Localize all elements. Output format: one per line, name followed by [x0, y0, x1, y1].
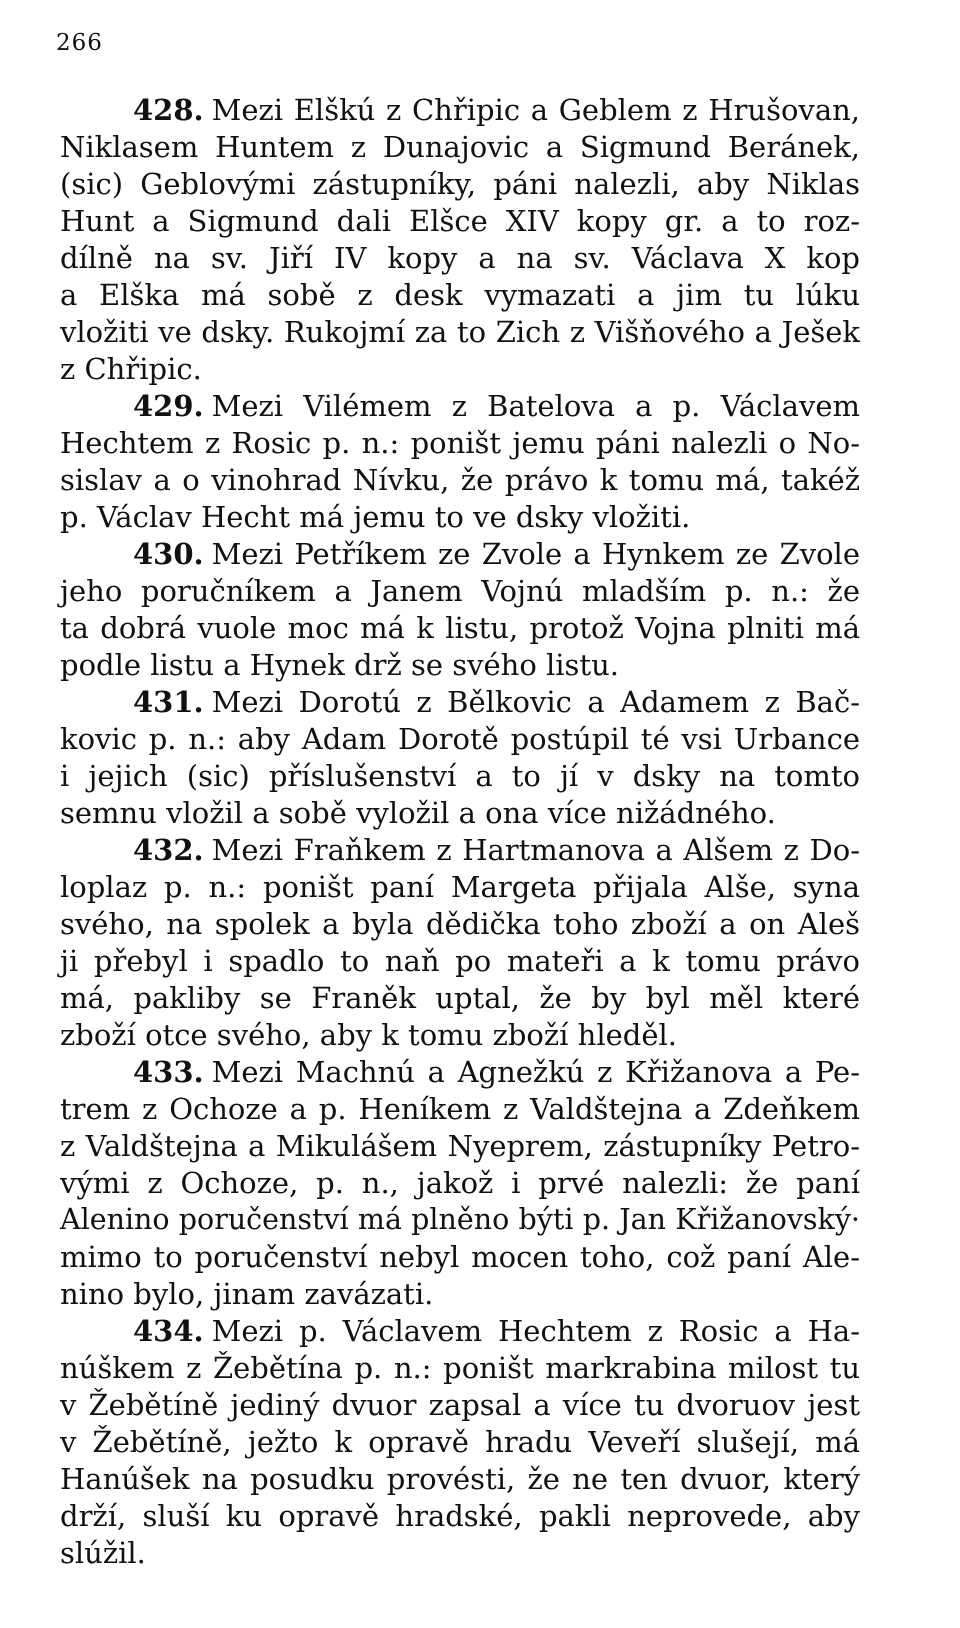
entry-430-line-2: jeho poručníkem a Janem Vojnú mladším p. n.: že [60, 574, 860, 608]
entry-number: 430. [133, 537, 204, 571]
entry-432-line-6: zboží otce svého, aby k tomu zboží hleděl. [60, 1018, 677, 1052]
entry-432-line-4: ji přebyl i spadlo to naň po mateři a k tomu právo [60, 944, 860, 978]
entry-430-line-4: podle listu a Hynek drž se svého listu. [60, 648, 619, 682]
entry-434-line-7: slúžil. [60, 1536, 146, 1570]
entry-432-line-3: svého, na spolek a byla dědička toho zboží a on Aleš [60, 907, 860, 941]
entry-number: 429. [133, 389, 204, 423]
entry-428-line-8: z Chřipic. [60, 352, 202, 386]
entry-430-line-3: ta dobrá vuole moc má k listu, protož Vojna plniti má [60, 611, 860, 645]
entry-text: Mezi Dorotú z Bělkovic a Adamem z Bač- [211, 685, 860, 719]
entry-434-line-2: núškem z Žebětína p. n.: poništ markrabina milost tu [60, 1351, 860, 1385]
entry-428-line-1 [133, 92, 860, 128]
entry-433-line-6: mimo to poručenství nebyl mocen toho, což paní Ale- [60, 1240, 860, 1274]
entry-text: Mezi Petříkem ze Zvole a Hynkem ze Zvole [211, 537, 860, 571]
entry-433-line-4: vými z Ochoze, p. n., jakož i prvé nalezli: že paní [60, 1166, 860, 1200]
entry-429-line-1 [133, 388, 860, 424]
entry-432-line-2: loplaz p. n.: poništ paní Margeta přijala Alše, syna [60, 870, 860, 904]
entry-428-line-2: Niklasem Huntem z Dunajovic a Sigmund Beránek, [60, 130, 860, 164]
entry-433-line-1 [133, 1054, 860, 1090]
entry-430-line-1 [133, 536, 860, 572]
entry-431-line-2: kovic p. n.: aby Adam Dorotě postúpil té vsi Urbance [60, 722, 860, 756]
entry-428-line-4: Hunt a Sigmund dali Elšce XIV kopy gr. a to roz- [60, 204, 860, 238]
entry-number: 434. [133, 1314, 204, 1348]
entry-431-line-3: i jejich (sic) příslušenství a to jí v dsky na tomto [60, 759, 860, 793]
entry-number: 432. [133, 833, 204, 867]
entry-428-line-7: vložiti ve dsky. Rukojmí za to Zich z Višňového a Ješek [60, 315, 860, 349]
entry-433-line-5: Alenino poručenství má plněno býti p. Jan Křižanovský· [60, 1203, 860, 1236]
entry-433-line-7: nino bylo, jinam zavázati. [60, 1277, 434, 1311]
entry-text: Mezi Fraňkem z Hartmanova a Alšem z Do- [211, 833, 860, 867]
entry-429-line-3: sislav a o vinohrad Nívku, že právo k tomu má, takéž [60, 463, 860, 497]
entry-text: Mezi p. Václavem Hechtem z Rosic a Ha- [211, 1314, 860, 1348]
entry-432-line-5: má, pakliby se Franěk uptal, že by byl měl které [60, 981, 860, 1015]
page-number: 266 [56, 30, 103, 56]
entry-433-line-2: trem z Ochoze a p. Heníkem z Valdštejna a Zdeňkem [60, 1092, 860, 1126]
entry-text: Mezi Elškú z Chřipic a Geblem z Hrušovan, [211, 93, 860, 127]
entry-431-line-4: semnu vložil a sobě vyložil a ona více nižádného. [60, 796, 776, 830]
entry-number: 428. [133, 93, 204, 127]
entry-text: Mezi Machnú a Agnežkú z Křižanova a Pe- [211, 1055, 860, 1089]
entry-number: 431. [133, 685, 204, 719]
entry-429-line-4: p. Václav Hecht má jemu to ve dsky vložiti. [60, 500, 691, 534]
entry-text: Mezi Vilémem z Batelova a p. Václavem [211, 389, 860, 423]
entry-432-line-1 [133, 832, 860, 868]
entry-434-line-3: v Žebětíně jediný dvuor zapsal a více tu dvoruov jest [60, 1388, 860, 1422]
entry-number: 433. [133, 1055, 204, 1089]
entry-433-line-3: z Valdštejna a Mikulášem Nyeprem, zástupníky Petro- [60, 1129, 860, 1163]
entry-428-line-6: a Elška má sobě z desk vymazati a jim tu lúku [60, 278, 860, 312]
entry-434-line-1 [133, 1313, 860, 1349]
entry-429-line-2: Hechtem z Rosic p. n.: poništ jemu páni nalezli o No- [60, 426, 860, 460]
entry-428-line-3: (sic) Geblovými zástupníky, páni nalezli, aby Niklas [60, 167, 860, 201]
entry-434-line-4: v Žebětíně, ježto k opravě hradu Veveří slušejí, má [60, 1425, 860, 1459]
entry-434-line-5: Hanúšek na posudku provésti, že ne ten dvuor, který [60, 1462, 860, 1496]
entry-434-line-6: drží, sluší ku opravě hradské, pakli neprovede, aby [60, 1499, 860, 1533]
entry-428-line-5: dílně na sv. Jiří IV kopy a na sv. Václava X kop [60, 241, 860, 275]
entry-431-line-1 [133, 684, 860, 720]
